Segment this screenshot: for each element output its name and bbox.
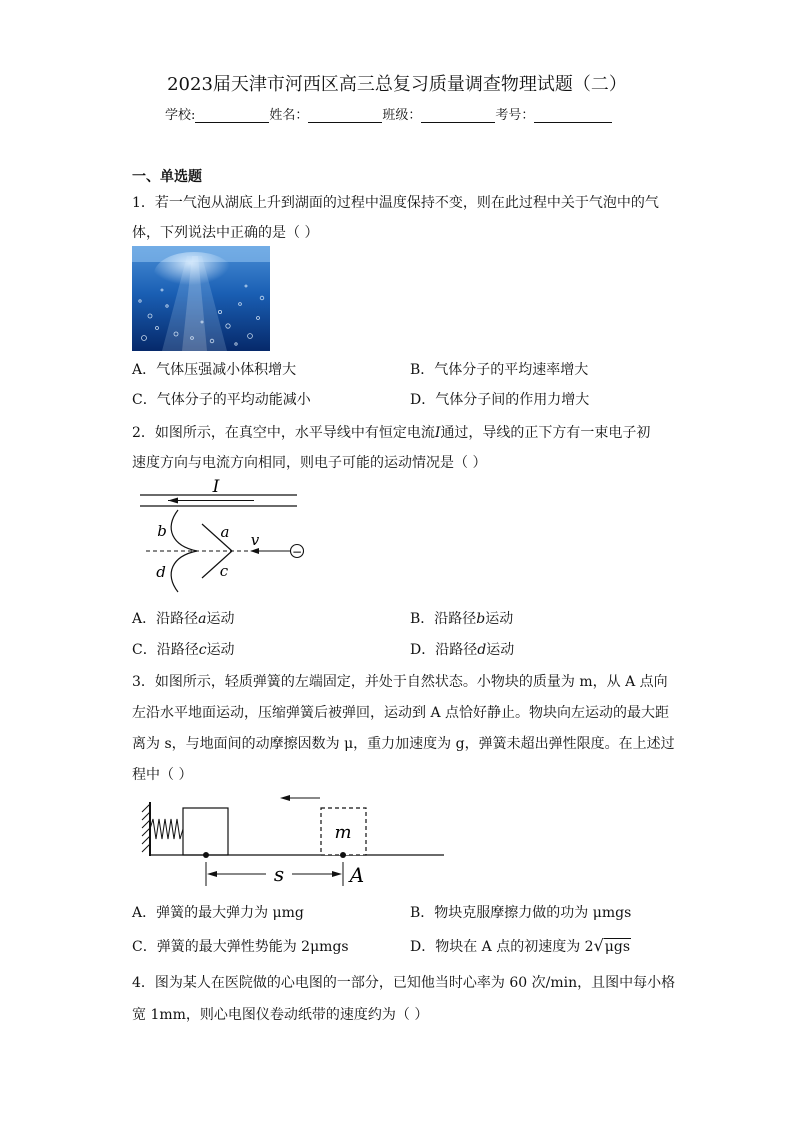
block-at-wall xyxy=(183,808,228,855)
q2-c-post: 运动 xyxy=(206,642,235,658)
q2-current-var: I xyxy=(434,425,441,441)
label-d: d xyxy=(156,563,166,581)
q3-stem-line2: 左沿水平地面运动，压缩弹簧后被弹回，运动到 A 点恰好静止。物块向左运动的最大距 xyxy=(132,705,670,721)
underwater-bubbles-photo xyxy=(132,246,270,351)
q2-option-d[interactable] xyxy=(410,639,514,659)
id-blank[interactable] xyxy=(534,108,612,123)
name-label: 姓名： xyxy=(269,108,309,123)
q4-stem-line1: 4．图为某人在医院做的心电图的一部分，已知他当时心率为 60 次/min，且图中每小格 xyxy=(132,975,676,991)
q1-option-d[interactable]: D．气体分子间的作用力增大 xyxy=(410,392,590,408)
page-title: 2023届天津市河西区高三总复习质量调查物理试题（二） xyxy=(167,74,627,95)
current-label: I xyxy=(212,477,220,497)
sqrt-icon: √ xyxy=(593,936,604,955)
q2-stem-text-b: 通过，导线的正下方有一束电子初 xyxy=(440,425,651,441)
school-label: 学校: xyxy=(165,108,196,123)
q2-a-var: a xyxy=(198,611,207,627)
point-left xyxy=(203,852,209,858)
path-d xyxy=(171,551,197,592)
school-blank[interactable] xyxy=(195,108,269,123)
section-title: 一、单选题 xyxy=(132,169,202,185)
label-b: b xyxy=(157,522,167,540)
electron-wire-diagram xyxy=(132,476,312,594)
q2-d-var: d xyxy=(477,642,487,658)
q3-d-text: D．物块在 A 点的初速度为 2 xyxy=(410,939,594,955)
q2-b-pre: B．沿路径 xyxy=(410,611,477,627)
class-label: 班级： xyxy=(382,108,422,123)
path-b xyxy=(171,510,197,551)
q2-stem-line2: 速度方向与电流方向相同，则电子可能的运动情况是（ ） xyxy=(132,455,487,471)
q2-b-post: 运动 xyxy=(485,611,514,627)
q3-stem-line4: 程中（ ） xyxy=(132,767,193,783)
q1-option-c[interactable]: C．气体分子的平均动能减小 xyxy=(132,392,311,408)
id-label: 考号： xyxy=(495,108,535,123)
q2-stem-line1 xyxy=(132,422,650,442)
distance-label: s xyxy=(273,862,285,886)
label-c: c xyxy=(219,562,229,580)
q2-option-a[interactable] xyxy=(132,608,234,628)
spring xyxy=(150,819,183,839)
student-info-line xyxy=(165,104,612,123)
name-blank[interactable] xyxy=(308,108,382,123)
q2-c-var: c xyxy=(198,642,207,658)
q3-option-d[interactable] xyxy=(410,936,631,956)
q2-option-b[interactable] xyxy=(410,608,513,628)
q4-stem-line2: 宽 1mm，则心电图仪卷动纸带的速度约为（ ） xyxy=(132,1007,429,1023)
q2-a-pre: A．沿路径 xyxy=(132,611,199,627)
q2-option-c[interactable] xyxy=(132,639,235,659)
point-a xyxy=(340,852,346,858)
label-a: a xyxy=(220,523,230,541)
electron-charge: − xyxy=(291,545,303,559)
q3-option-a[interactable]: A．弹簧的最大弹力为 μmg xyxy=(132,905,304,921)
q3-stem-line1: 3．如图所示，轻质弹簧的左端固定，并处于自然状态。小物块的质量为 m，从 A 点向 xyxy=(132,674,668,690)
q2-c-pre: C．沿路径 xyxy=(132,642,199,658)
velocity-label: v xyxy=(250,531,260,549)
mass-label: m xyxy=(334,822,352,843)
q1-stem-line1: 1．若一气泡从湖底上升到湖面的过程中温度保持不变，则在此过程中关于气泡中的气 xyxy=(132,195,659,211)
q2-stem-text-a: 2．如图所示，在真空中，水平导线中有恒定电流 xyxy=(132,425,435,441)
q3-option-c[interactable]: C．弹簧的最大弹性势能为 2μmgs xyxy=(132,939,349,955)
q3-stem-line3: 离为 s，与地面间的动摩擦因数为 μ，重力加速度为 g，弹簧未超出弹性限度。在上述过 xyxy=(132,736,675,752)
class-blank[interactable] xyxy=(421,108,495,123)
point-a-label: A xyxy=(349,863,365,887)
motion-arrow xyxy=(280,795,290,801)
spring-block-diagram xyxy=(132,786,448,890)
q2-a-post: 运动 xyxy=(206,611,235,627)
q2-b-var: b xyxy=(476,611,486,627)
q3-option-b[interactable]: B．物块克服摩擦力做的功为 μmgs xyxy=(410,905,632,921)
q2-d-post: 运动 xyxy=(486,642,515,658)
q1-option-a[interactable]: A．气体压强减小体积增大 xyxy=(132,362,297,378)
q1-option-b[interactable]: B．气体分子的平均速率增大 xyxy=(410,362,589,378)
q2-d-pre: D．沿路径 xyxy=(410,642,478,658)
q3-d-radicand: μgs xyxy=(604,939,631,955)
q1-stem-line2: 体，下列说法中正确的是（ ） xyxy=(132,225,319,241)
